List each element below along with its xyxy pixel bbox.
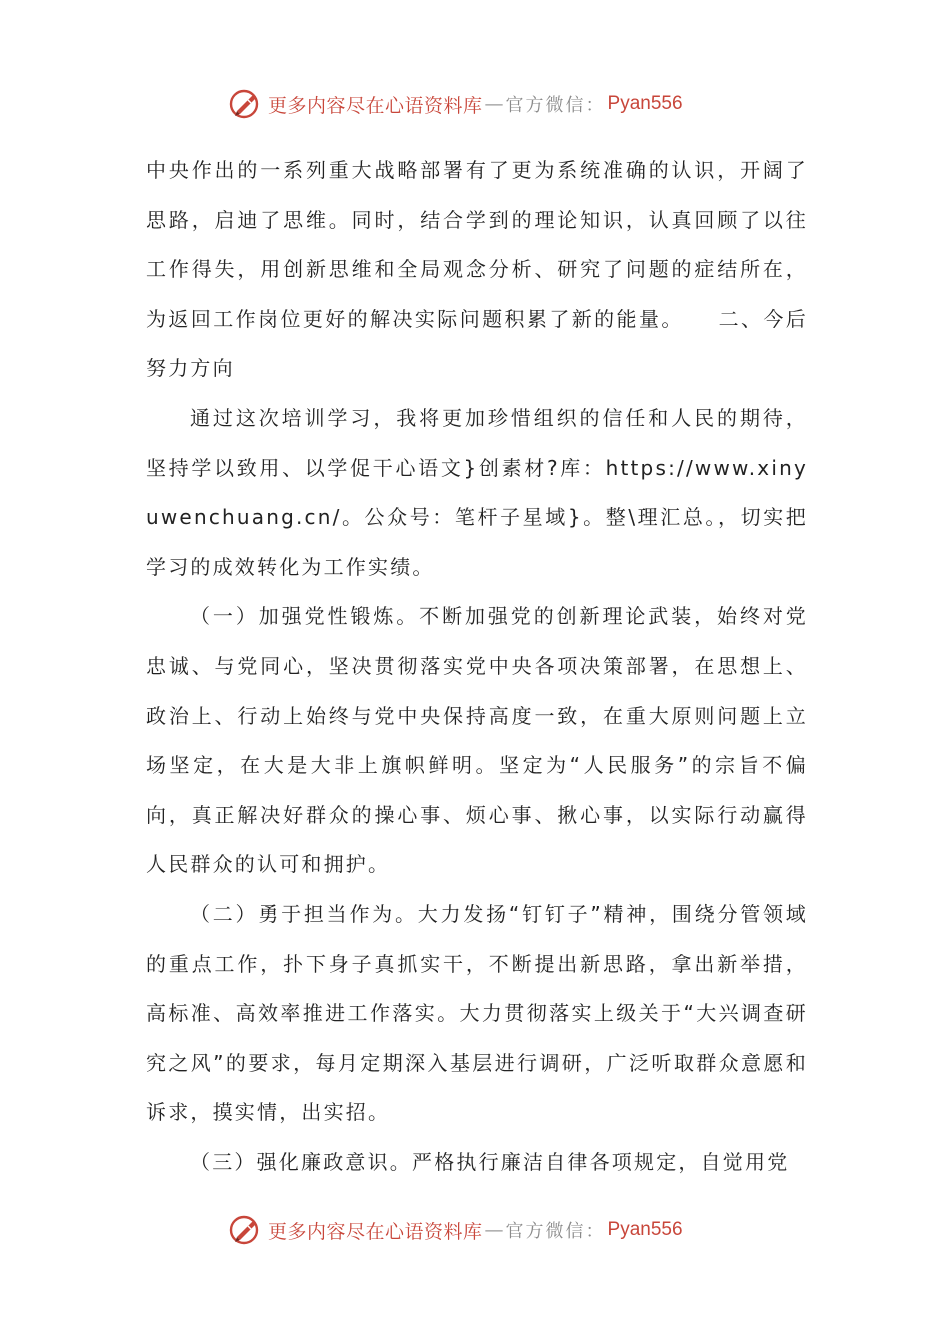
paragraph-continuation: 中央作出的一系列重大战略部署有了更为系统准确的认识，开阔了思路，启迪了思维。同时，结合学到的理论知识，认真回顾了以往工作得失，用创新思维和全局观念分析、研究了问题的症结所在，为返回工作岗位更好的解决实际问题积累了新的能量。 二、今后努力方向 [146,158,808,381]
banner-wechat-id: Pyan556 [607,93,683,114]
header-banner [228,84,683,124]
document-body [146,146,808,1187]
paragraph-item-3: （三）强化廉政意识。严格执行廉洁自律各项规定，自觉用党 [190,1149,790,1174]
banner-wechat-label: 官方微信： [505,1221,606,1242]
banner-wechat-label: 官方微信： [505,95,606,116]
banner-separator: — [484,93,504,115]
banner-wechat-id: Pyan556 [607,1219,683,1240]
footer-banner [228,1210,683,1250]
banner-site-text: 更多内容尽在心语资料库 [268,94,483,117]
pen-logo-icon [228,1213,262,1247]
paragraph-item-2: （二）勇于担当作为。大力发扬“钉钉子”精神，围绕分管领域的重点工作，扑下身子真抓实干，不断提出新思路，拿出新举措，高标准、高效率推进工作落实。大力贯彻落实上级关于“大兴调查研究之风”的要求，每月定期深入基层进行调研，广泛听取群众意愿和诉求，摸实情，出实招。 [146,901,808,1125]
banner-site-text: 更多内容尽在心语资料库 [268,1220,483,1243]
banner-separator: — [484,1219,504,1241]
paragraph-intro: 通过这次培训学习，我将更加珍惜组织的信任和人民的期待，坚持学以致用、以学促干心语文}创素材?库：https://www.xinyuwenchuang.cn/。公众号：笔杆子星域}。整\理汇总。，切实把学习的成效转化为工作实绩。 [146,405,808,579]
pen-logo-icon [228,87,262,121]
paragraph-item-1: （一）加强党性锻炼。不断加强党的创新理论武装，始终对党忠诚、与党同心，坚决贯彻落实党中央各项决策部署，在思想上、政治上、行动上始终与党中央保持高度一致，在重大原则问题上立场坚定，在大是大非上旗帜鲜明。坚定为“人民服务”的宗旨不偏向，真正解决好群众的操心事、烦心事、揪心事，以实际行动赢得人民群众的认可和拥护。 [146,604,808,877]
